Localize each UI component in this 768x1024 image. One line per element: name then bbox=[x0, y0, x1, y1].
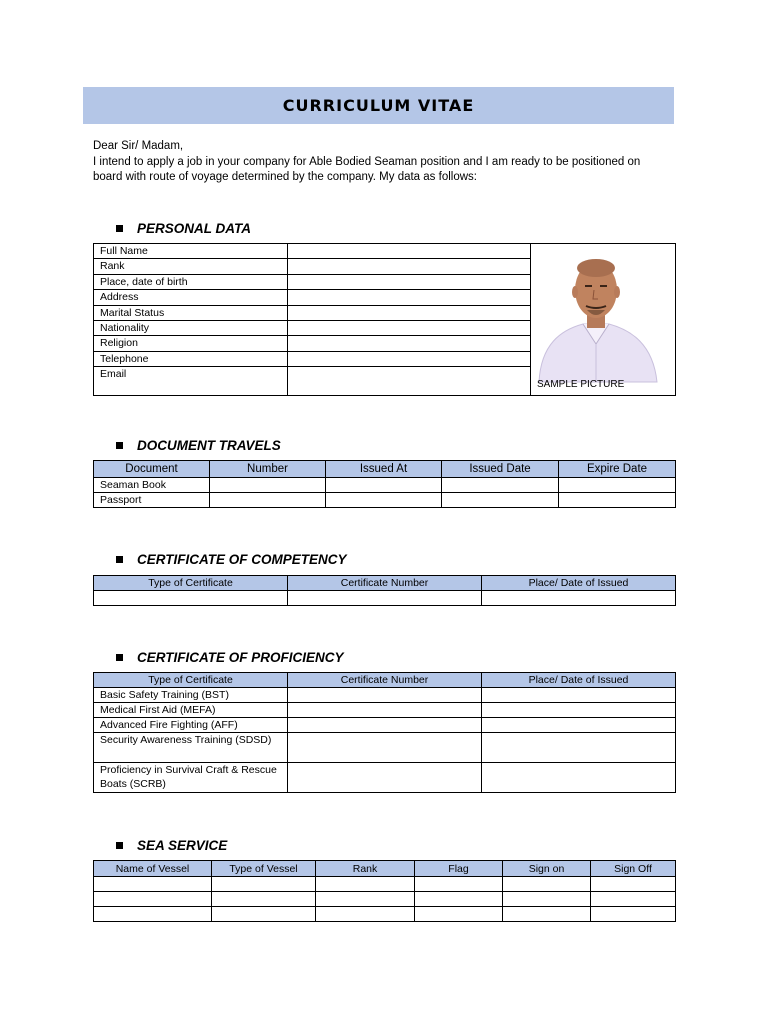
column-header: Name of Vessel bbox=[94, 861, 212, 877]
column-header: Type of Certificate bbox=[94, 576, 288, 591]
square-bullet-icon bbox=[116, 442, 123, 449]
field-label: Place, date of birth bbox=[94, 274, 288, 289]
table-cell[interactable] bbox=[415, 892, 503, 907]
table-cell[interactable] bbox=[210, 478, 326, 493]
document-travels-table bbox=[93, 460, 676, 508]
table-cell[interactable] bbox=[482, 703, 676, 718]
column-header: Type of Vessel bbox=[212, 861, 316, 877]
competency-table bbox=[93, 575, 676, 606]
table-row bbox=[94, 892, 676, 907]
intro-line-1: I intend to apply a job in your company for Able Bodied Seaman position and I am ready to be positioned on bbox=[93, 155, 641, 168]
table-cell[interactable] bbox=[288, 763, 482, 793]
table-row bbox=[94, 478, 676, 493]
table-cell[interactable] bbox=[212, 892, 316, 907]
row-label: Passport bbox=[94, 493, 210, 508]
column-header: Certificate Number bbox=[288, 576, 482, 591]
table-cell[interactable] bbox=[210, 493, 326, 508]
table-row bbox=[94, 718, 676, 733]
field-value[interactable] bbox=[288, 351, 531, 366]
table-cell[interactable] bbox=[288, 688, 482, 703]
section-heading: SEA SERVICE bbox=[137, 838, 228, 853]
profile-photo bbox=[531, 244, 661, 395]
table-cell[interactable] bbox=[316, 907, 415, 922]
field-label: Address bbox=[94, 290, 288, 305]
table-cell[interactable] bbox=[482, 591, 676, 606]
table-cell[interactable] bbox=[442, 493, 559, 508]
column-header: Issued At bbox=[326, 461, 442, 478]
column-header: Sign Off bbox=[591, 861, 676, 877]
section-sea-service bbox=[116, 838, 227, 853]
column-header: Type of Certificate bbox=[94, 673, 288, 688]
square-bullet-icon bbox=[116, 225, 123, 232]
table-cell[interactable] bbox=[288, 733, 482, 763]
personal-data-table bbox=[93, 243, 676, 396]
table-cell[interactable] bbox=[559, 493, 676, 508]
column-header: Issued Date bbox=[442, 461, 559, 478]
table-cell[interactable] bbox=[503, 892, 591, 907]
row-label: Advanced Fire Fighting (AFF) bbox=[94, 718, 288, 733]
row-label: Seaman Book bbox=[94, 478, 210, 493]
table-row bbox=[94, 493, 676, 508]
column-header: Certificate Number bbox=[288, 673, 482, 688]
table-cell[interactable] bbox=[212, 877, 316, 892]
photo-cell bbox=[531, 244, 676, 396]
section-heading: CERTIFICATE OF PROFICIENCY bbox=[137, 650, 344, 665]
table-cell[interactable] bbox=[591, 877, 676, 892]
row-label: Basic Safety Training (BST) bbox=[94, 688, 288, 703]
table-cell[interactable] bbox=[288, 718, 482, 733]
table-cell[interactable] bbox=[94, 591, 288, 606]
field-value[interactable] bbox=[288, 290, 531, 305]
field-label: Email bbox=[94, 367, 288, 396]
row-label: Proficiency in Survival Craft & Rescue Boats (SCRB) bbox=[94, 763, 288, 793]
table-cell[interactable] bbox=[482, 763, 676, 793]
field-label: Marital Status bbox=[94, 305, 288, 320]
table-cell[interactable] bbox=[94, 892, 212, 907]
section-heading: CERTIFICATE OF COMPETENCY bbox=[137, 552, 347, 567]
intro-line-2: board with route of voyage determined by the company. My data as follows: bbox=[93, 171, 477, 183]
table-cell[interactable] bbox=[326, 478, 442, 493]
square-bullet-icon bbox=[116, 654, 123, 661]
table-cell[interactable] bbox=[288, 591, 482, 606]
field-label: Rank bbox=[94, 259, 288, 274]
sea-service-table bbox=[93, 860, 676, 922]
table-cell[interactable] bbox=[482, 733, 676, 763]
section-heading: DOCUMENT TRAVELS bbox=[137, 438, 281, 453]
table-cell[interactable] bbox=[94, 877, 212, 892]
table-cell[interactable] bbox=[482, 718, 676, 733]
column-header: Place/ Date of Issued bbox=[482, 576, 676, 591]
square-bullet-icon bbox=[116, 842, 123, 849]
photo-caption: SAMPLE PICTURE bbox=[537, 379, 625, 390]
column-header: Expire Date bbox=[559, 461, 676, 478]
field-value[interactable] bbox=[288, 274, 531, 289]
column-header: Place/ Date of Issued bbox=[482, 673, 676, 688]
table-row bbox=[94, 877, 676, 892]
table-row bbox=[94, 733, 676, 763]
field-label: Religion bbox=[94, 336, 288, 351]
table-cell[interactable] bbox=[559, 478, 676, 493]
field-value[interactable] bbox=[288, 336, 531, 351]
table-cell[interactable] bbox=[591, 907, 676, 922]
section-heading: PERSONAL DATA bbox=[137, 221, 252, 236]
section-personal-data bbox=[116, 221, 251, 236]
table-cell[interactable] bbox=[212, 907, 316, 922]
table-cell[interactable] bbox=[316, 892, 415, 907]
table-cell[interactable] bbox=[482, 688, 676, 703]
table-cell[interactable] bbox=[415, 907, 503, 922]
column-header: Rank bbox=[316, 861, 415, 877]
page-title: CURRICULUM VITAE bbox=[83, 87, 674, 124]
table-row bbox=[94, 688, 676, 703]
field-label: Full Name bbox=[94, 244, 288, 259]
table-cell[interactable] bbox=[503, 907, 591, 922]
table-row bbox=[94, 703, 676, 718]
square-bullet-icon bbox=[116, 556, 123, 563]
column-header: Sign on bbox=[503, 861, 591, 877]
table-cell[interactable] bbox=[591, 892, 676, 907]
table-cell[interactable] bbox=[94, 907, 212, 922]
field-value[interactable] bbox=[288, 244, 531, 259]
section-certificate-proficiency bbox=[116, 650, 344, 665]
row-label: Medical First Aid (MEFA) bbox=[94, 703, 288, 718]
field-value[interactable] bbox=[288, 367, 531, 396]
table-cell[interactable] bbox=[442, 478, 559, 493]
column-header: Number bbox=[210, 461, 326, 478]
field-label: Telephone bbox=[94, 351, 288, 366]
proficiency-table bbox=[93, 672, 676, 793]
field-label: Nationality bbox=[94, 320, 288, 335]
table-cell[interactable] bbox=[316, 877, 415, 892]
field-value[interactable] bbox=[288, 320, 531, 335]
table-row bbox=[94, 763, 676, 793]
table-cell[interactable] bbox=[288, 703, 482, 718]
column-header: Flag bbox=[415, 861, 503, 877]
table-row bbox=[94, 591, 676, 606]
table-row bbox=[94, 907, 676, 922]
row-label: Security Awareness Training (SDSD) bbox=[94, 733, 288, 763]
table-cell[interactable] bbox=[326, 493, 442, 508]
intro-text bbox=[93, 139, 673, 186]
section-document-travels bbox=[116, 438, 281, 453]
section-certificate-competency bbox=[116, 552, 347, 567]
table-cell[interactable] bbox=[415, 877, 503, 892]
table-cell[interactable] bbox=[503, 877, 591, 892]
field-value[interactable] bbox=[288, 305, 531, 320]
column-header: Document bbox=[94, 461, 210, 478]
greeting: Dear Sir/ Madam, bbox=[93, 140, 184, 152]
field-value[interactable] bbox=[288, 259, 531, 274]
